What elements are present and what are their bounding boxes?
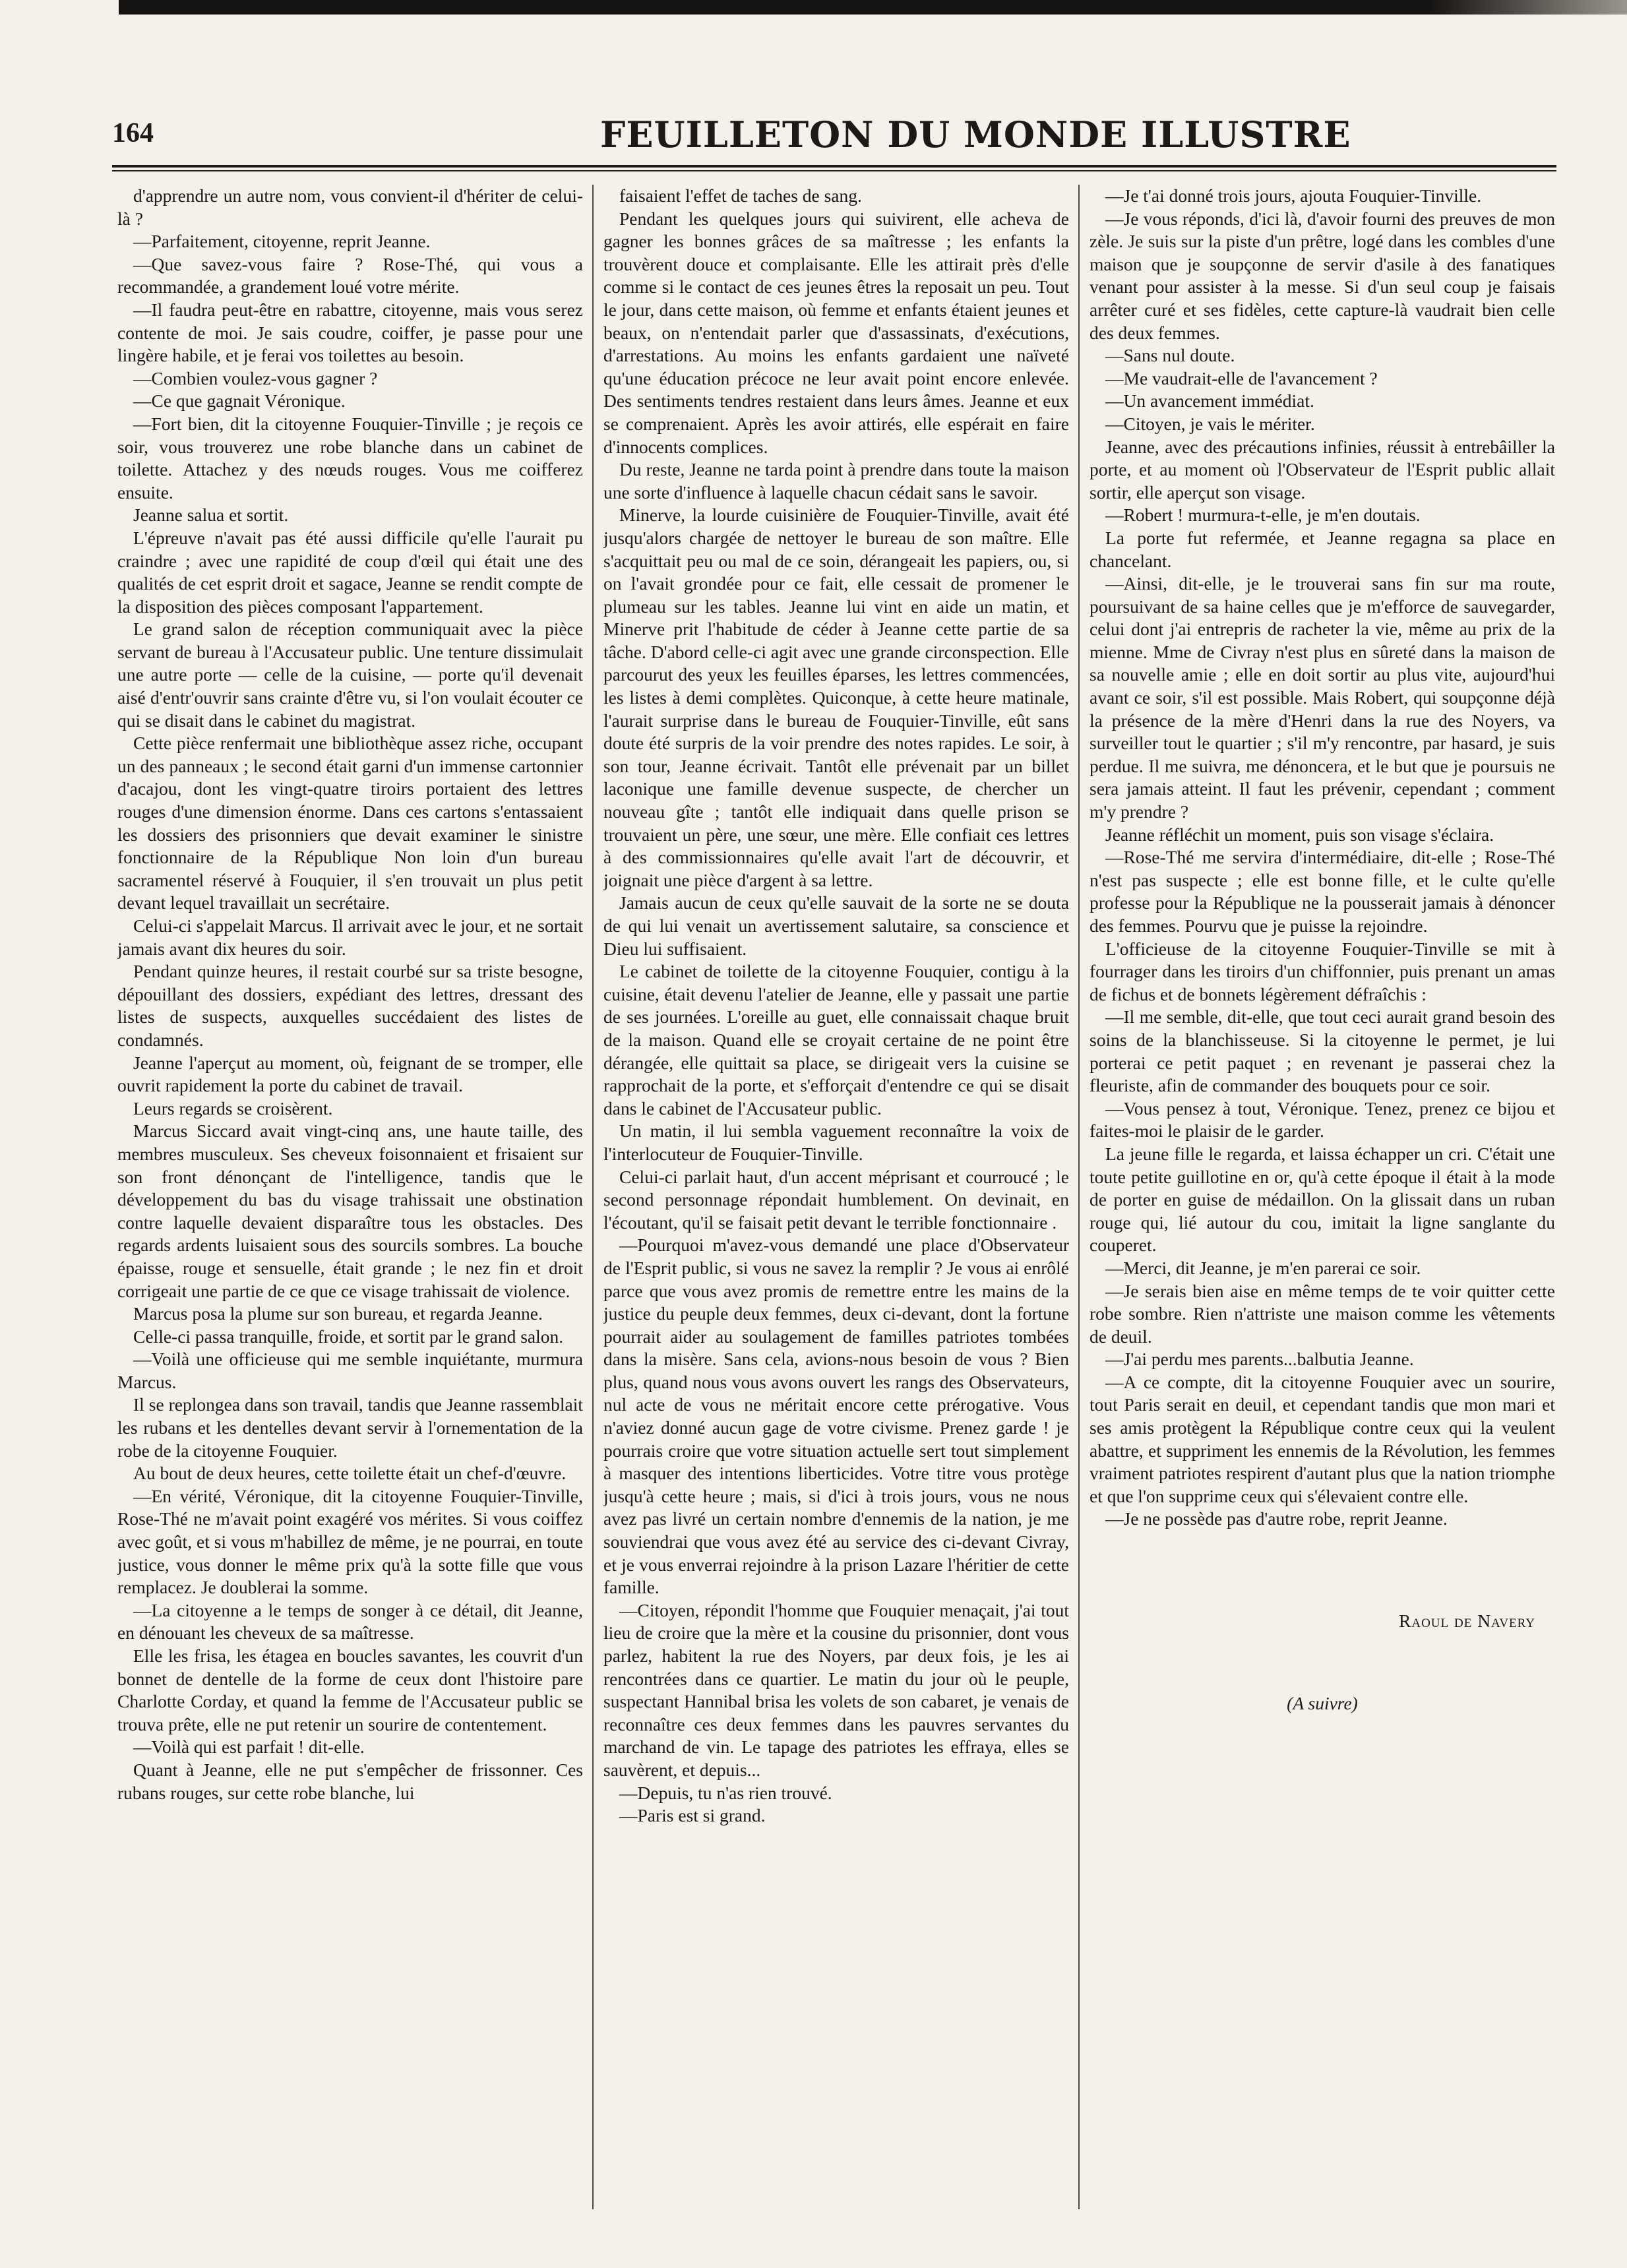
paragraph: Marcus posa la plume sur son bureau, et regarda Jeanne. [133,1303,543,1324]
column-separator [592,185,594,2209]
paragraph: Celle-ci passa tranquille, froide, et sortit par le grand salon. [133,1326,564,1347]
paragraph: —Ce que gagnait Véronique. [133,390,346,412]
paragraph: —Il me semble, dit-elle, que tout ceci aurait grand besoin des soins de la blanchisseuse. Si la citoyenne le permet, je lui porterai ce petit paquet ; en revenant je passerai chez la fleuriste, afin de commander des bouquets pour ce soir. [1090,1006,1555,1096]
paragraph: —Rose-Thé me servira d'intermédiaire, dit-elle ; Rose-Thé n'est pas suspecte ; elle est bonne fille, et le culte qu'elle professe pour la République ne la pousserait jamais à dénoncer des femmes. Pourvu que je puisse la rejoindre. [1090,847,1555,936]
paragraph: —Combien voulez-vous gagner ? [133,367,378,388]
paragraph: d'apprendre un autre nom, vous convient-il d'hériter de celui-là ? [117,185,583,229]
paragraph: —J'ai perdu mes parents...balbutia Jeanne. [1105,1349,1414,1370]
header-rule-thin [112,170,1556,171]
paragraph: —Un avancement immédiat. [1105,390,1314,412]
paragraph: Jamais aucun de ceux qu'elle sauvait de la sorte ne se douta de qui lui venait un avertissement salutaire, sa conscience et Dieu lui suffisaient. [603,892,1069,959]
running-title: FEUILLETON DU MONDE ILLUSTRE [600,113,1351,156]
paragraph: Un matin, il lui sembla vaguement reconnaître la voix de l'interlocuteur de Fouquier-Tinville. [603,1120,1069,1164]
paragraph: faisaient l'effet de taches de sang. [619,185,862,206]
paragraph: —En vérité, Véronique, dit la citoyenne Fouquier-Tinville, Rose-Thé ne m'avait point exagéré vos mérites. Si vous coiffez avec goût, et si vous m'habillez de même, je ne pourrai, en toute justice, vous donner le même prix qu'à la sotte fille que vous remplacez. Je doublerai la somme. [117,1485,583,1598]
paragraph: —A ce compte, dit la citoyenne Fouquier avec un sourire, tout Paris serait en deuil, et cependant tandis que mon mari et ses amis protègent la République contre ceux qui la veulent abattre, et suppriment les ennemis de la Révolution, les femmes vraiment patriotes respirent d'autant plus que la nation triomphe et que l'on supprime ceux qui s'élevaient contre elle. [1090,1371,1555,1506]
paragraph: —Merci, dit Jeanne, je m'en parerai ce soir. [1105,1257,1421,1278]
paragraph: Pendant les quelques jours qui suivirent, elle acheva de gagner les bonnes grâces de sa maîtresse ; les enfants la trouvèrent douce et complaisante. Elle les attirait près d'elle comme si le contact de ces jeunes êtres la reposait un peu. Tout le jour, dans cette maison, où femme et enfants étaient jeunes et beaux, on n'entendait parler que d'assassinats, d'exécutions, d'arrestations. Au moins les enfants gardaient une naïveté qu'une éducation précoce ne leur avait point encore enlevée. Des sentiments tendres restaient dans leurs âmes. Jeanne et eux se comprenaient. Après les avoir attirés, elle espérait en faire d'innocents complices. [603,208,1069,457]
to-be-continued: (A suivre) [1287,1692,1358,1713]
paragraph: Celui-ci parlait haut, d'un accent méprisant et courroucé ; le second personnage répondait humblement. On devinait, en l'écoutant, qu'il se faisait petit devant le terrible fonctionnaire . [603,1166,1069,1233]
paragraph: Jeanne salua et sortit. [133,505,289,526]
paragraph: Quant à Jeanne, elle ne put s'empêcher de frissonner. Ces rubans rouges, sur cette robe blanche, lui [117,1759,583,1803]
paragraph: —Je vous réponds, d'ici là, d'avoir fourni des preuves de mon zèle. Je suis sur la piste d'un prêtre, logé dans les combles d'une maison que je soupçonne de servir d'asile à des fanatiques venant pour assister à la messe. Si d'un seul coup je faisais arrêter curé et ses fidèles, cette capture-là vaudrait bien celle des deux femmes. [1090,208,1555,343]
paragraph: Le cabinet de toilette de la citoyenne Fouquier, contigu à la cuisine, était devenu l'atelier de Jeanne, elle y passait une partie de ses journées. L'oreille au guet, elle connaissait chaque bruit de la maison. Quand elle se croyait certaine de ne point être dérangée, elle quittait sa place, se dirigeait vers la cuisine se rapprochait de la porte, et s'efforçait d'entendre ce qui se disait dans le cabinet de l'Accusateur public. [603,961,1069,1119]
paragraph: —Depuis, tu n'as rien trouvé. [619,1782,832,1803]
paragraph: —Citoyen, je vais le mériter. [1105,413,1315,434]
paragraph: Il se replongea dans son travail, tandis que Jeanne rassemblait les rubans et les dentelles devant servir à l'ornementation de la robe de la citoyenne Fouquier. [117,1394,583,1461]
paragraph: L'officieuse de la citoyenne Fouquier-Tinville se mit à fourrager dans les tiroirs d'un chiffonnier, puis prenant un amas de fichus et de bonnets légèrement défraîchis : [1090,938,1555,1004]
paragraph: —Me vaudrait-elle de l'avancement ? [1105,367,1378,388]
paragraph: Le grand salon de réception communiquait avec la pièce servant de bureau à l'Accusateur public. Une tenture dissimulait une autre porte — celle de la cuisine, — porte qu'il devenait aisé d'entr'ouvrir sans crainte d'être vu, si l'on voulait écouter ce qui se disait dans le cabinet du magistrat. [117,619,583,731]
paragraph: Jeanne, avec des précautions infinies, réussit à entrebâiller la porte, et au moment où l'Observateur de l'Esprit public allait sortir, elle aperçut son visage. [1090,436,1555,503]
column-3 [1090,185,1555,2222]
paragraph: —Citoyen, répondit l'homme que Fouquier menaçait, j'ai tout lieu de croire que la mère et la cousine du prisonnier, dont vous parlez, habitent la rue des Noyers, par deux fois, je les ai rencontrées dans ce quartier. Le matin du jour où le peuple, suspectant Hannibal brisa les volets de son cabaret, je venais de reconnaître ces deux femmes dans les pauvres servantes du marchand de vin. Le tapage des patriotes les effraya, elles se sauvèrent, et depuis... [603,1599,1069,1780]
paragraph: La porte fut refermée, et Jeanne regagna sa place en chancelant. [1090,527,1555,571]
paragraph: Celui-ci s'appelait Marcus. Il arrivait avec le jour, et ne sortait jamais avant dix heures du soir. [117,915,583,959]
column-2 [603,185,1069,2222]
page-header [112,112,1556,161]
paragraph: La jeune fille le regarda, et laissa échapper un cri. C'était une toute petite guillotine en or, qu'à cette époque il était à la mode de porter en guise de médaillon. On la glissait dans un ruban rouge qui, lié autour du cou, imitait la ligne sanglante du couperet. [1090,1143,1555,1256]
paragraph: —Je t'ai donné trois jours, ajouta Fouquier-Tinville. [1105,185,1482,206]
header-rule-thick [112,165,1556,168]
paragraph: L'épreuve n'avait pas été aussi difficile qu'elle l'aurait pu craindre ; avec une rapidité de coup d'œil qui était une des qualités de cet esprit droit et sagace, Jeanne se rendit compte de la disposition des pièces composant l'appartement. [117,527,583,617]
paragraph: —Je ne possède pas d'autre robe, reprit Jeanne. [1105,1508,1448,1529]
column-1 [117,185,583,2222]
paragraph: Minerve, la lourde cuisinière de Fouquier-Tinville, avait été jusqu'alors chargée de nettoyer le bureau de son maître. Elle s'acquittait peu ou mal de ce soin, dérangeait les papiers, ou, si on l'avait grondée pour ce fait, elle cessait de promener le plumeau sur les tables. Jeanne lui vint en aide un matin, et Minerve prit l'habitude de céder à Jeanne cette partie de sa tâche. D'abord celle-ci agit avec une grande circonspection. Elle parcourut des yeux les feuilles éparses, les lettres commencées, les listes à demi complètes. Quiconque, à cette heure matinale, l'aurait surprise dans le bureau de Fouquier-Tinville, eût sans doute été surpris de la voir prendre des notes rapides. Le soir, à son tour, Jeanne écrivait. Tantôt elle prévenait par un billet laconique une famille devenue suspecte, de chercher un nouveau gîte ; tantôt elle indiquait dans quelle prison se trouvaient un père, une sœur, une mère. Elle confiait ces lettres à des commissionnaires qu'elle avait l'art de découvrir, et joignait une pièce d'argent à sa lettre. [603,505,1069,890]
paragraph: —Paris est si grand. [619,1805,766,1826]
author-signature: Raoul de Navery [1399,1610,1535,1632]
paragraph: Pendant quinze heures, il restait courbé sur sa triste besogne, dépouillant des dossiers, expédiant des lettres, dressant des listes de suspects, auxquelles succédaient des listes de condamnés. [117,961,583,1050]
column-separator [1078,185,1080,2209]
paragraph: Elle les frisa, les étagea en boucles savantes, les couvrit d'un bonnet de dentelle de la forme de ceux dont l'histoire pare Charlotte Corday, et quand la femme de l'Accusateur public se trouva prête, elle ne put retenir un sourire de contentement. [117,1645,583,1734]
paragraph: Jeanne l'aperçut au moment, où, feignant de se tromper, elle ouvrit rapidement la porte du cabinet de travail. [117,1052,583,1096]
top-edge-fade [1429,0,1627,15]
paragraph: —Il faudra peut-être en rabattre, citoyenne, mais vous serez contente de moi. Je sais coudre, coiffer, je passe pour une lingère habile, et je ferai vos toilettes au besoin. [117,299,583,366]
paragraph: —Robert ! murmura-t-elle, je m'en doutais. [1105,505,1421,526]
page-number: 164 [112,118,154,148]
paragraph: Cette pièce renfermait une bibliothèque assez riche, occupant un des panneaux ; le second était garni d'un immense cartonnier d'acajou, dont les vingt-quatre tiroirs portaient des lettres rouges d'une dimension énorme. Dans ces cartons s'entassaient les dossiers des prisonniers que devait examiner le sinistre fonctionnaire de la République Non loin d'un bureau sacramentel réservé à Fouquier, il s'en trouvait un plus petit devant lequel travaillait un secrétaire. [117,733,583,913]
paragraph: —Ainsi, dit-elle, je le trouverai sans fin sur ma route, poursuivant de sa haine celles que je m'efforce de sauvegarder, celui dont j'ai entrepris de racheter la vie, même au prix de la mienne. Mme de Civray n'est plus en sûreté dans la maison de sa nouvelle amie ; elle en doit sortir au plus vite, aujourd'hui avant ce soir, s'il est possible. Mais Robert, qui soupçonne déjà la présence de la mère d'Henri dans la rue des Noyers, va surveiller tout le quartier ; s'il m'y rencontre, par hasard, je suis perdue. Il me suivra, me dénoncera, et le but que je poursuis ne sera jamais atteint. Il faut les prévenir, cependant ; comment m'y prendre ? [1090,573,1555,822]
paragraph: —Que savez-vous faire ? Rose-Thé, qui vous a recommandée, a grandement loué votre mérite. [117,253,583,297]
column-3-paragraphs [1090,185,1555,1531]
paragraph: Du reste, Jeanne ne tarda point à prendre dans toute la maison une sorte d'influence à laquelle chacun cédait sans le savoir. [603,459,1069,503]
article-body [117,185,1555,2222]
paragraph: Au bout de deux heures, cette toilette était un chef-d'œuvre. [133,1463,567,1484]
paragraph: —Parfaitement, citoyenne, reprit Jeanne. [133,231,431,252]
paragraph: —Pourquoi m'avez-vous demandé une place d'Observateur de l'Esprit public, si vous ne savez la remplir ? Je vous ai enrôlé parce que vous avez promis de remettre entre les mains de la justice du peuple deux femmes, deux ci-devant, dont la fortune pourrait aider au soulagement de familles patriotes tombées dans la misère. Sans cela, avions-nous besoin de vous ? Bien plus, quand nous vous avons ouvert les rangs des Observateurs, nul acte de vous ne méritait encore cette prérogative. Vous n'aviez donné aucun gage de votre civisme. Prenez garde ! je pourrais croire que votre situation actuelle sert tout simplement à masquer des intentions liberticides. Votre titre vous protège jusqu'à cette heure ; mais, si d'ici à trois jours, vous ne nous avez pas livré un certain nombre d'ennemis de la nation, je me souviendrai que vous avez été au service des ci-devant Civray, et je vous enverrai rejoindre à la prison Lazare l'héritier de cette famille. [603,1235,1069,1598]
paragraph: —Je serais bien aise en même temps de te voir quitter cette robe sombre. Rien n'attriste une maison comme les vêtements de deuil. [1090,1280,1555,1347]
paragraph: —La citoyenne a le temps de songer à ce détail, dit Jeanne, en dénouant les cheveux de sa maîtresse. [117,1599,583,1643]
paragraph: —Sans nul doute. [1105,345,1235,366]
paragraph: —Voilà qui est parfait ! dit-elle. [133,1736,365,1758]
paragraph: —Voilà une officieuse qui me semble inquiétante, murmura Marcus. [117,1349,583,1392]
paragraph: Jeanne réfléchit un moment, puis son visage s'éclaira. [1105,824,1494,845]
top-edge-band [119,0,1627,15]
paragraph: —Fort bien, dit la citoyenne Fouquier-Tinville ; je reçois ce soir, vous trouverez une robe blanche dans un cabinet de toilette. Attachez y des nœuds rouges. Vous me coifferez ensuite. [117,413,583,503]
paragraph: Leurs regards se croisèrent. [133,1097,333,1119]
paragraph: Marcus Siccard avait vingt-cinq ans, une haute taille, des membres musculeux. Ses cheveux foisonnaient et frisaient sur son front dénonçant de l'intelligence, tandis que le développement du bas du visage trahissait une obstination contre laquelle devaient disparaître tous les obstacles. Des regards ardents luisaient sous des sourcils sombres. La bouche épaisse, rouge et sensuelle, était grande ; le nez fin et droit corrigeait une partie de ce que ce visage trahissait de violence. [117,1120,583,1301]
paragraph: —Vous pensez à tout, Véronique. Tenez, prenez ce bijou et faites-moi le plaisir de le garder. [1090,1097,1555,1142]
